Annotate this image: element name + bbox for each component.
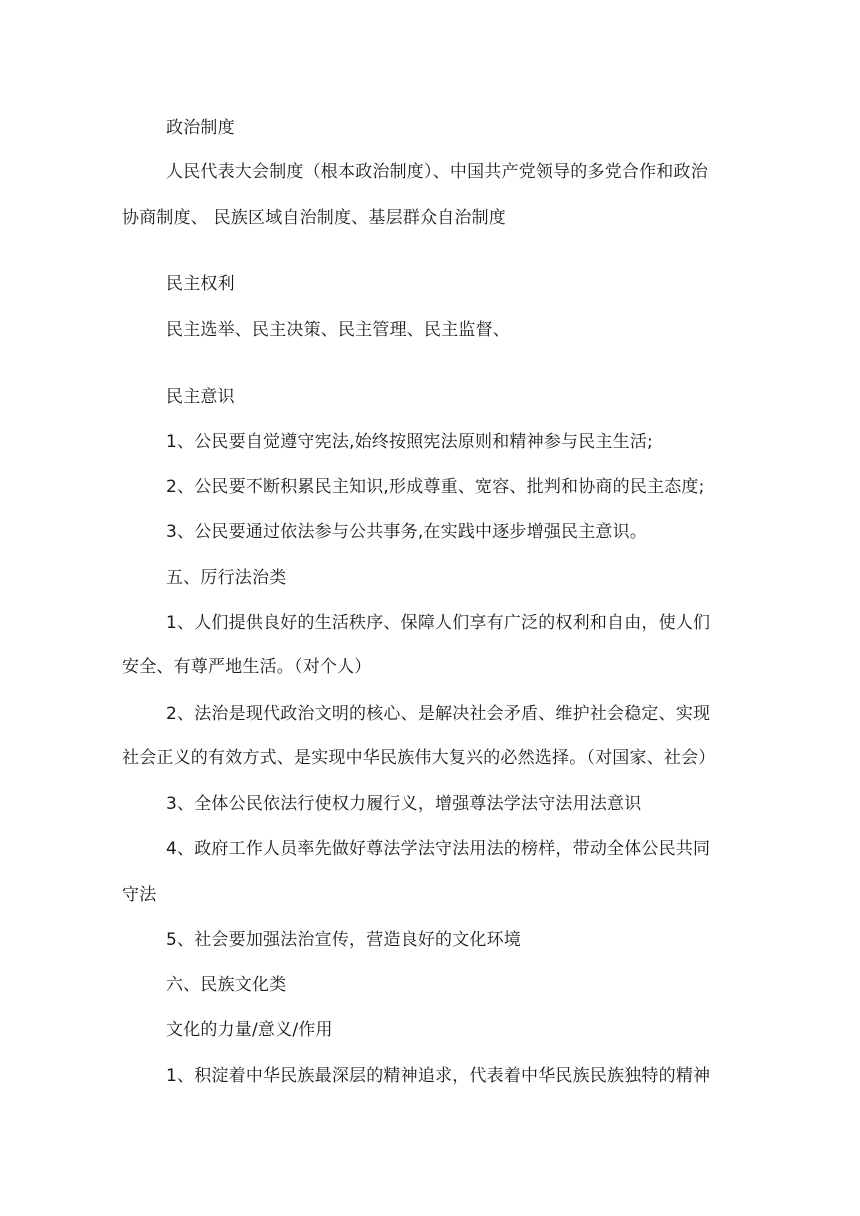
subheading-culture-power: 文化的力量/意义/作用	[166, 1020, 333, 1040]
paragraph-line: 人民代表大会制度（根本政治制度）、中国共产党领导的多党合作和政治	[166, 162, 708, 182]
list-item: 3、公民要通过依法参与公共事务,在实践中逐步增强民主意识。	[166, 522, 648, 542]
section-heading-national-culture: 六、民族文化类	[166, 975, 287, 995]
paragraph-line: 守法	[122, 885, 157, 905]
list-item: 1、人们提供良好的生活秩序、保障人们享有广泛的权利和自由，使人们	[166, 613, 711, 633]
heading-democratic-awareness: 民主意识	[166, 387, 235, 407]
heading-political-system: 政治制度	[166, 118, 235, 138]
heading-democratic-rights: 民主权利	[166, 274, 235, 294]
paragraph-line: 社会正义的有效方式、是实现中华民族伟大复兴的必然选择。（对国家、社会）	[122, 748, 716, 768]
list-item: 1、公民要自觉遵守宪法,始终按照宪法原则和精神参与民主生活;	[166, 432, 653, 452]
list-item: 5、社会要加强法治宣传，营造良好的文化环境	[166, 930, 522, 950]
paragraph-line: 安全、有尊严地生活。（对个人）	[122, 657, 372, 677]
list-item: 4、政府工作人员率先做好尊法学法守法用法的榜样，带动全体公民共同	[166, 839, 711, 859]
section-heading-rule-of-law: 五、厉行法治类	[166, 568, 287, 588]
list-item: 1、积淀着中华民族最深层的精神追求，代表着中华民族民族独特的精神	[166, 1066, 711, 1086]
list-item: 2、公民要不断积累民主知识,形成尊重、宽容、批判和协商的民主态度;	[166, 477, 705, 497]
list-item: 2、法治是现代政治文明的核心、是解决社会矛盾、维护社会稳定、实现	[166, 704, 711, 724]
paragraph-line: 协商制度、 民族区域自治制度、基层群众自治制度	[122, 208, 507, 228]
paragraph-line: 民主选举、民主决策、民主管理、民主监督、	[166, 320, 510, 340]
list-item: 3、全体公民依法行使权力履行义，增强尊法学法守法用法意识	[166, 794, 642, 814]
